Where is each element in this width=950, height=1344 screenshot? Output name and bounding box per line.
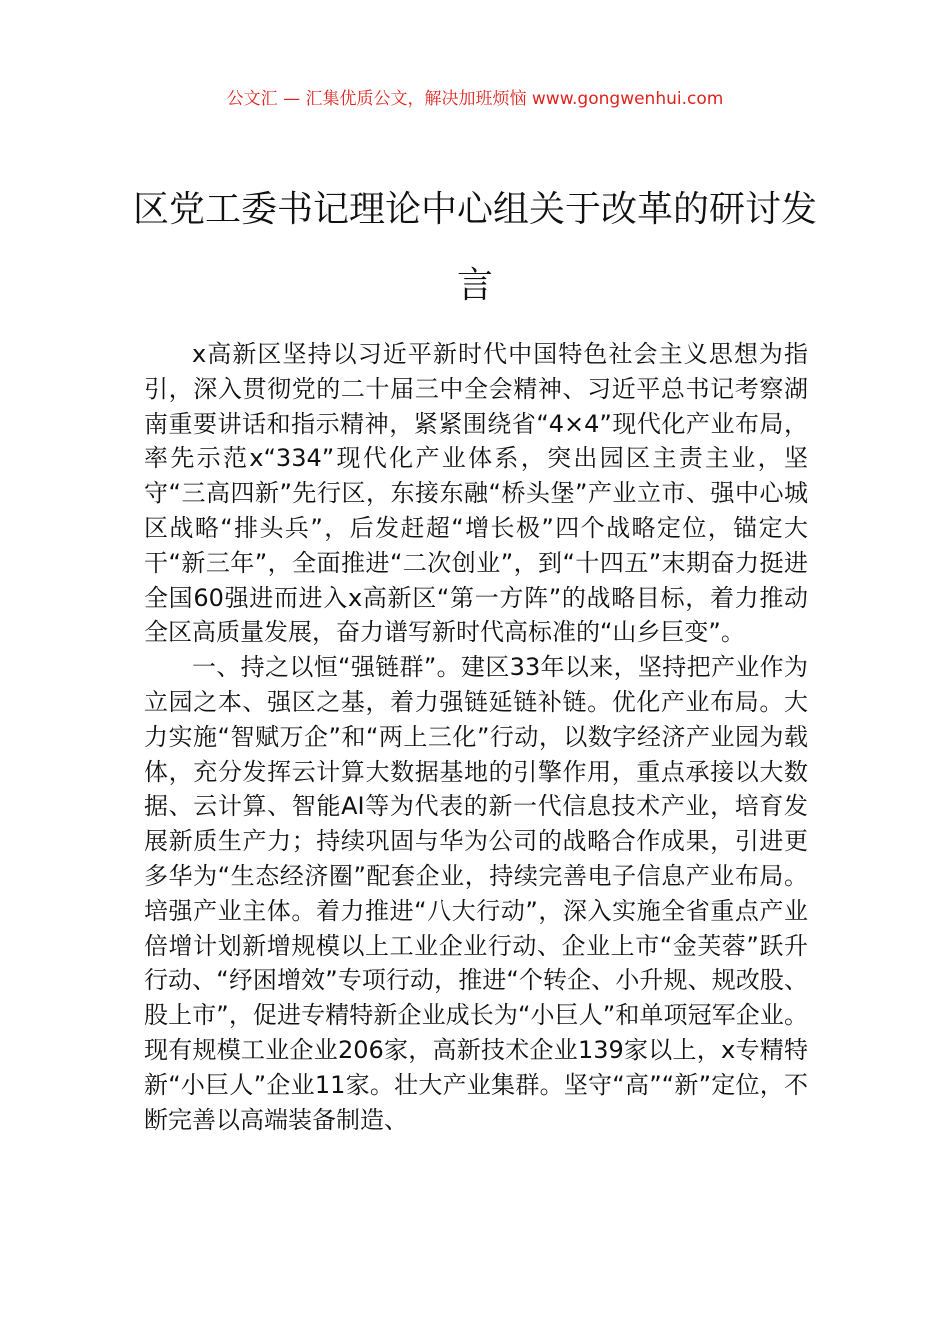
section-one-paragraph: 一、持之以恒“强链群”。建区33年以来，坚持把产业作为立园之本、强区之基，着力强链延链补链。优化产业布局。大力实施“智赋万企”和“两上三化”行动，以数字经济产业园为载体，充分发挥云计算大数据基地的引擎作用，重点承接以大数据、云计算、智能AI等为代表的新一代信息技术产业，培育发展新质生产力；持续巩固与华为公司的战略合作成果，引进更多华为“生态经济圈”配套企业，持续完善电子信息产业布局。培强产业主体。着力推进“八大行动”，深入实施全省重点产业倍增计划新增规模以上工业企业行动、企业上市“金芙蓉”跃升行动、“纾困增效”专项行动，推进“个转企、小升规、规改股、股上市”，促进专精特新企业成长为“小巨人”和单项冠军企业。现有规模工业企业206家，高新技术企业139家以上，x专精特新“小巨人”企业11家。壮大产业集群。坚守“高”“新”定位，不断完善以高端装备制造、 [144, 653, 808, 1134]
document-title: 区党工委书记理论中心组关于改革的研讨发言 [132, 189, 817, 306]
site-banner: 公文汇 — 汇集优质公文，解决加班烦恼 www.gongwenhui.com [226, 89, 724, 109]
intro-paragraph: x高新区坚持以习近平新时代中国特色社会主义思想为指引，深入贯彻党的二十届三中全会精神、习近平总书记考察湖南重要讲话和指示精神，紧紧围绕省“4×4”现代化产业布局，率先示范x“334”现代化产业体系，突出园区主责主业，坚守“三高四新”先行区，东接东融“桥头堡”产业立市、强中心城区战略“排头兵”，后发赶超“增长极”四个战略定位，锚定大干“新三年”，全面推进“二次创业”，到“十四五”末期奋力挺进全国60强进而进入x高新区“第一方阵”的战略目标，着力推动全区高质量发展，奋力谱写新时代高标准的“山乡巨变”。 [144, 340, 808, 647]
document-body [144, 337, 808, 1137]
